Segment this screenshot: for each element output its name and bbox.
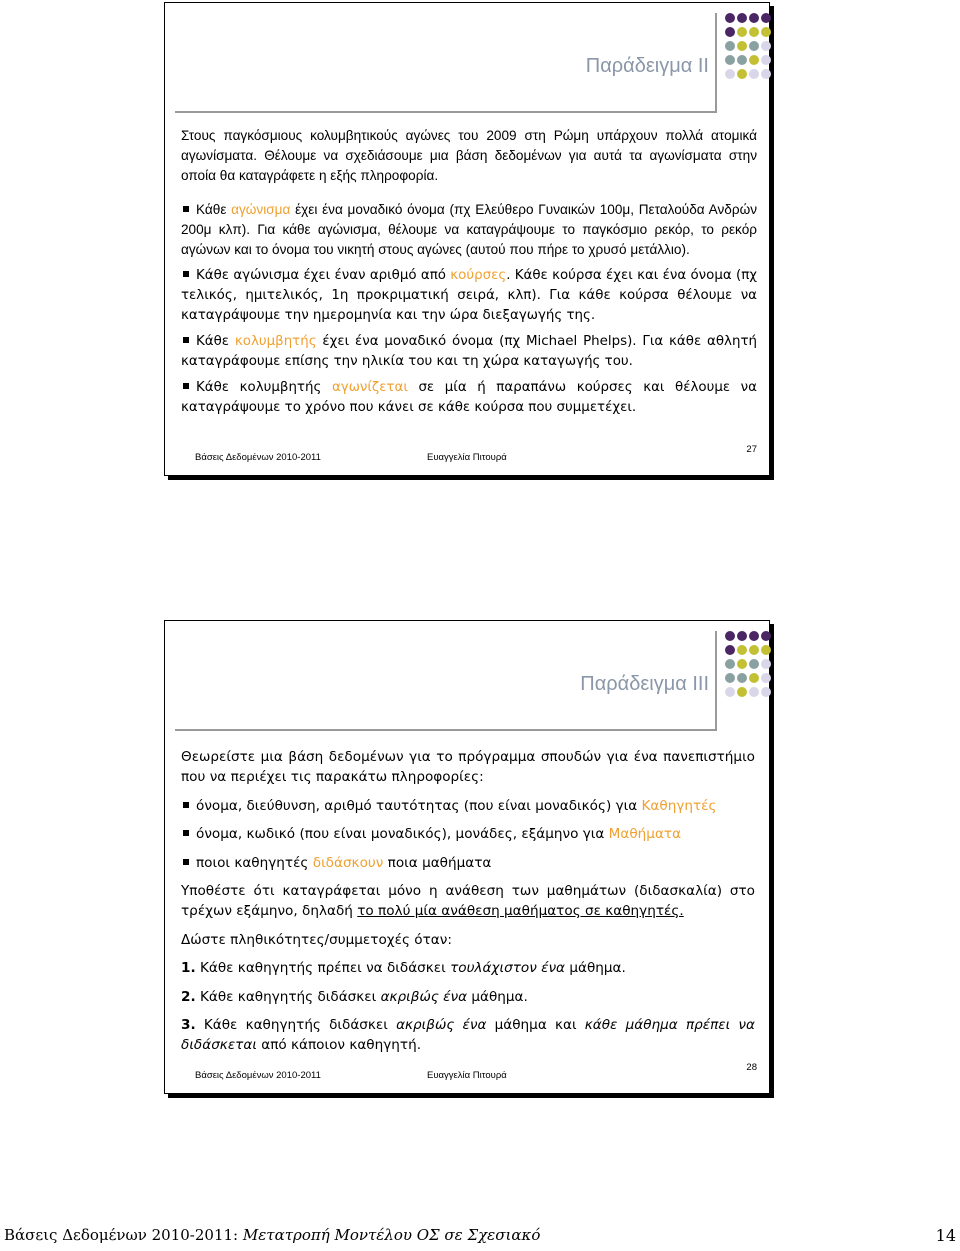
decorative-dot — [749, 69, 759, 79]
term-competes: αγωνίζεται — [331, 380, 408, 395]
slide-title: Παράδειγμα ΙΙ — [585, 55, 709, 77]
header-divider — [175, 111, 715, 113]
bullet-teaches: ποιοι καθηγητές διδάσκουν ποια μαθήματα — [181, 853, 755, 873]
decorative-dot — [761, 673, 771, 683]
decorative-dot — [749, 687, 759, 697]
decorative-dot — [737, 659, 747, 669]
decorative-dot — [737, 13, 747, 23]
term-heats: κούρσες — [450, 268, 507, 283]
footer-course: Βάσεις Δεδομένων 2010-2011 — [195, 1070, 321, 1081]
slide-body — [181, 126, 757, 418]
item-3: 3. Κάθε καθηγητής διδάσκει ακριβώς ένα μάθημα και κάθε μάθημα πρέπει να διδάσκεται από κάποιον καθηγητή. — [181, 1017, 755, 1053]
footer-course: Βάσεις Δεδομένων 2010-2011 — [195, 452, 321, 463]
decorative-dot — [761, 631, 771, 641]
bullet-event: Κάθε αγώνισμα έχει ένα μοναδικό όνομα (πχ Ελεύθερο Γυναικών 100μ, Πεταλούδα Ανδρών 200μ κλπ). Για κάθε αγώνισμα, θέλουμε να καταγράψουμε το παγκόσμιο ρεκόρ, το ρεκόρ αγώνων και το όνομα του νικητή στους αγώνες (αυτού που πήρε το χρυσό μετάλλιο). — [181, 202, 757, 257]
bullet-icon — [183, 802, 189, 808]
decorative-dot — [749, 659, 759, 669]
bullet-courses: όνομα, κωδικό (που είναι μοναδικός), μονάδες, εξάμηνο για Μαθήματα — [181, 824, 755, 844]
page-number: 14 — [935, 1226, 956, 1245]
footer-author: Ευαγγελία Πιτουρά — [427, 452, 507, 463]
decorative-dot — [761, 645, 771, 655]
decorative-dots — [725, 13, 771, 113]
term-courses: Μαθήματα — [608, 826, 682, 842]
decorative-dot — [749, 13, 759, 23]
decorative-dot — [737, 631, 747, 641]
decorative-dot — [737, 41, 747, 51]
decorative-dot — [725, 55, 735, 65]
bullet-professors: όνομα, διεύθυνση, αριθμό ταυτότητας (που είναι μοναδικός) για Καθηγητές — [181, 796, 755, 816]
bullet-icon — [183, 383, 189, 389]
decorative-dot — [725, 27, 735, 37]
slide-28 — [164, 620, 770, 1094]
header-divider — [175, 729, 715, 731]
footer-course-title: Βάσεις Δεδομένων 2010-2011: — [4, 1226, 239, 1244]
bullet-competes: Κάθε κολυμβητής αγωνίζεται σε μία ή παραπάνω κούρσες και θέλουμε να καταγράψουμε το χρόνο που κάνει σε κάθε κούρσα που συμμετέχει. — [181, 380, 757, 415]
term-event: αγώνισμα — [231, 202, 291, 217]
decorative-dot — [725, 687, 735, 697]
decorative-dot — [749, 41, 759, 51]
decorative-dot — [761, 687, 771, 697]
assumption-paragraph: Υποθέστε ότι καταγράφεται μόνο η ανάθεση των μαθημάτων (διδασκαλία) στο τρέχων εξάμηνο, δηλαδή το πολύ μία ανάθεση μαθήματος σε καθηγητές. — [181, 883, 755, 919]
header-divider-vertical — [715, 631, 717, 731]
decorative-dot — [737, 673, 747, 683]
decorative-dot — [725, 69, 735, 79]
decorative-dot — [761, 69, 771, 79]
term-swimmer: κολυμβητής — [234, 334, 317, 349]
item-1: 1. Κάθε καθηγητής πρέπει να διδάσκει τουλάχιστον ένα μάθημα. — [181, 960, 626, 976]
intro-paragraph: Θεωρείστε μια βάση δεδομένων για το πρόγραμμα σπουδών για ένα πανεπιστήμιο που να περιέχει τις παρακάτω πληροφορίες: — [181, 749, 755, 785]
slide-number: 27 — [746, 444, 757, 455]
slide-number: 28 — [746, 1062, 757, 1073]
decorative-dot — [749, 55, 759, 65]
bullet-heats: Κάθε αγώνισμα έχει έναν αριθμό από κούρσες. Κάθε κούρσα έχει και ένα όνομα (πχ τελικός, ημιτελικός, 1η προκριματική σειρά, κλπ). Για κάθε κούρσα θέλουμε να καταγράψουμε την ημερομηνία και την ώρα διεξαγωγής της. — [181, 268, 757, 323]
decorative-dot — [761, 41, 771, 51]
decorative-dot — [761, 13, 771, 23]
decorative-dot — [761, 55, 771, 65]
term-professors: Καθηγητές — [641, 797, 717, 814]
assumption-underlined: το πολύ μία ανάθεση μαθήματος σε καθηγητές. — [357, 903, 684, 919]
decorative-dot — [737, 645, 747, 655]
decorative-dot — [749, 27, 759, 37]
decorative-dots — [725, 631, 771, 731]
decorative-dot — [725, 41, 735, 51]
bullet-icon — [183, 337, 189, 343]
header-divider-vertical — [715, 13, 717, 113]
decorative-dot — [737, 55, 747, 65]
page-footer — [4, 1226, 540, 1244]
slide-body — [181, 747, 755, 1055]
intro-paragraph: Στους παγκόσμιους κολυμβητικούς αγώνες του 2009 στη Ρώμη υπάρχουν πολλά ατομικά αγωνίσματα. Θέλουμε να σχεδιάσουμε μια βάση δεδομένων για αυτά τα αγωνίσματα στην οποία θα καταγράφετε η εξής πληροφορία. — [181, 128, 757, 183]
decorative-dot — [725, 645, 735, 655]
question-heading: Δώστε πληθικότητες/συμμετοχές όταν: — [181, 931, 452, 948]
decorative-dot — [725, 673, 735, 683]
bullet-swimmer: Κάθε κολυμβητής έχει ένα μοναδικό όνομα (πχ Michael Phelps). Για κάθε αθλητή καταγράφουμε επίσης την ηλικία του και τη χώρα καταγωγής του. — [181, 334, 757, 369]
footer-author: Ευαγγελία Πιτουρά — [427, 1070, 507, 1081]
bullet-icon — [183, 859, 189, 865]
decorative-dot — [725, 13, 735, 23]
decorative-dot — [749, 673, 759, 683]
decorative-dot — [761, 27, 771, 37]
term-teaches: διδάσκουν — [312, 854, 384, 871]
decorative-dot — [749, 631, 759, 641]
slide-title: Παράδειγμα ΙΙΙ — [580, 673, 709, 695]
decorative-dot — [737, 27, 747, 37]
slide-27 — [164, 2, 770, 476]
bullet-icon — [183, 206, 189, 212]
decorative-dot — [737, 69, 747, 79]
decorative-dot — [737, 687, 747, 697]
bullet-icon — [183, 830, 189, 836]
decorative-dot — [761, 659, 771, 669]
decorative-dot — [725, 631, 735, 641]
footer-topic: Μετατροπή Μοντέλου ΟΣ σε Σχεσιακό — [238, 1226, 541, 1244]
bullet-icon — [183, 271, 189, 277]
decorative-dot — [725, 659, 735, 669]
item-2: 2. Κάθε καθηγητής διδάσκει ακριβώς ένα μάθημα. — [181, 988, 528, 1005]
decorative-dot — [749, 645, 759, 655]
